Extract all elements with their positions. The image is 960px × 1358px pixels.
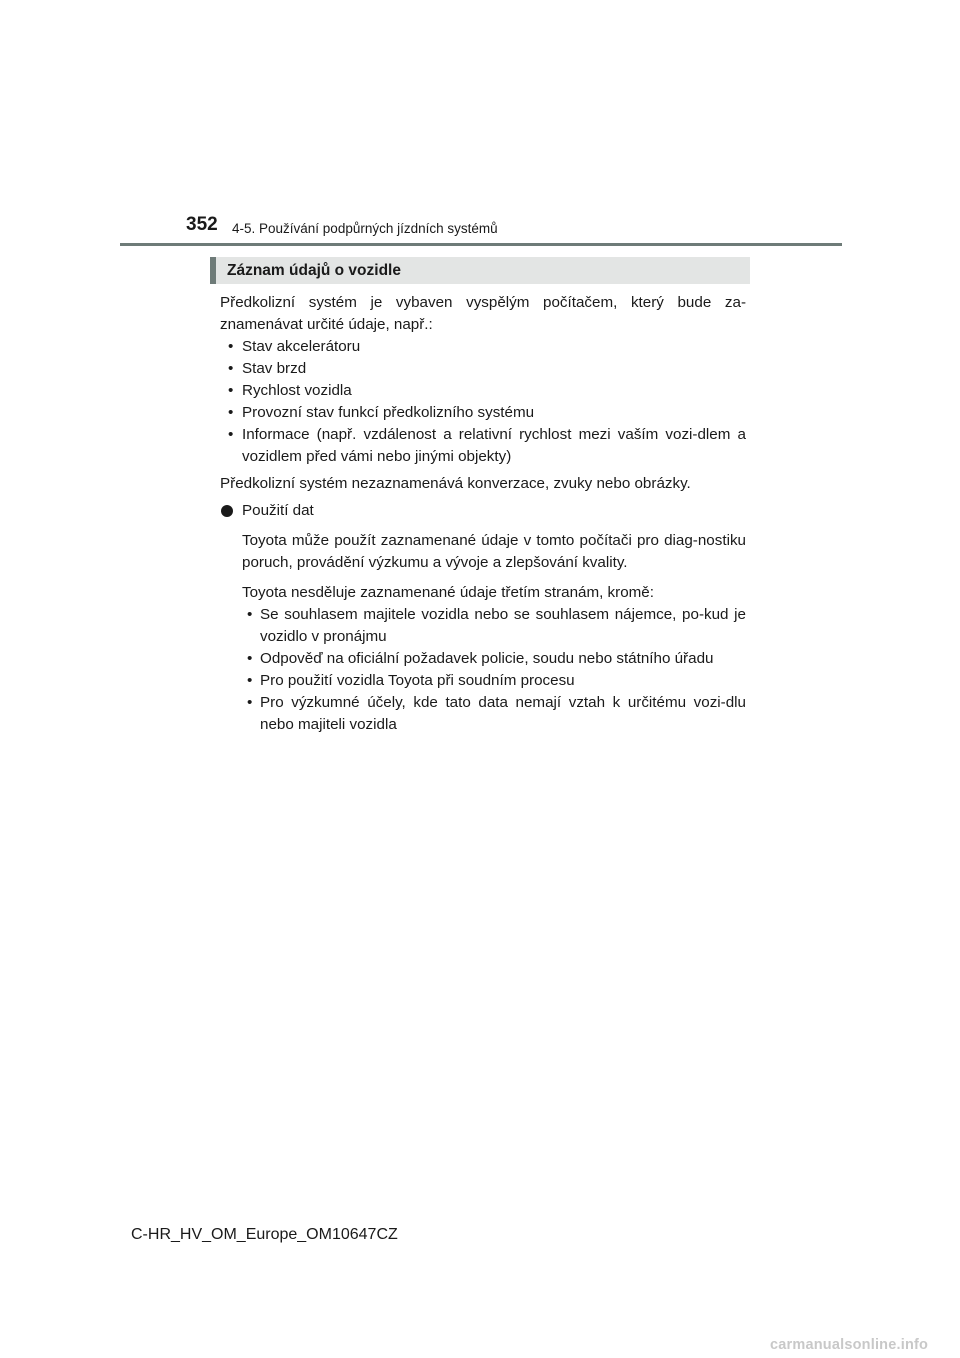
page-number: 352 bbox=[186, 214, 218, 235]
watermark: carmanualsonline.info bbox=[770, 1337, 929, 1353]
note-paragraph: Předkolizní systém nezaznamenává konverzace, zvuky nebo obrázky. bbox=[220, 475, 691, 492]
disclosure-paragraph: Toyota nesděluje zaznamenané údaje třetím stranám, kromě: bbox=[242, 584, 654, 601]
data-use-paragraph: Toyota může použít zaznamenané údaje v tomto počítači pro diag-nostiku poruch, provádění výzkumu a vývoje a zlepšování kvality. bbox=[242, 532, 746, 571]
recorded-data-list bbox=[220, 336, 746, 468]
list-item: • Pro použití vozidla Toyota při soudním procesu bbox=[242, 670, 746, 692]
list-item: • Rychlost vozidla bbox=[220, 380, 746, 402]
section-body bbox=[220, 292, 746, 736]
disclosure-exceptions-list bbox=[242, 604, 746, 736]
list-item: • Informace (např. vzdálenost a relativní rychlost mezi vaším vozi-dlem a vozidlem před vámi nebo jinými objekty) bbox=[220, 424, 746, 468]
chapter-title: 4-5. Používání podpůrných jízdních systémů bbox=[232, 221, 498, 236]
header-divider bbox=[120, 243, 842, 246]
subsection-body bbox=[220, 530, 746, 736]
list-item: • Stav akcelerátoru bbox=[220, 336, 746, 358]
section-heading: Záznam údajů o vozidle bbox=[210, 257, 750, 284]
intro-paragraph: Předkolizní systém je vybaven vyspělým počítačem, který bude za-znamenávat určité údaje, např.: bbox=[220, 294, 746, 333]
list-item: • Stav brzd bbox=[220, 358, 746, 380]
list-item: • Odpověď na oficiální požadavek policie, soudu nebo státního úřadu bbox=[242, 648, 746, 670]
subsection-title: Použití dat bbox=[242, 502, 314, 519]
list-item: • Pro výzkumné účely, kde tato data nemají vztah k určitému vozi-dlu nebo majiteli vozidla bbox=[242, 692, 746, 736]
round-bullet-icon bbox=[221, 505, 233, 517]
subsection-heading bbox=[220, 500, 746, 522]
list-item: • Provozní stav funkcí předkolizního systému bbox=[220, 402, 746, 424]
list-item: • Se souhlasem majitele vozidla nebo se souhlasem nájemce, po-kud je vozidlo v pronájmu bbox=[242, 604, 746, 648]
document-id: C-HR_HV_OM_Europe_OM10647CZ bbox=[131, 1226, 398, 1243]
